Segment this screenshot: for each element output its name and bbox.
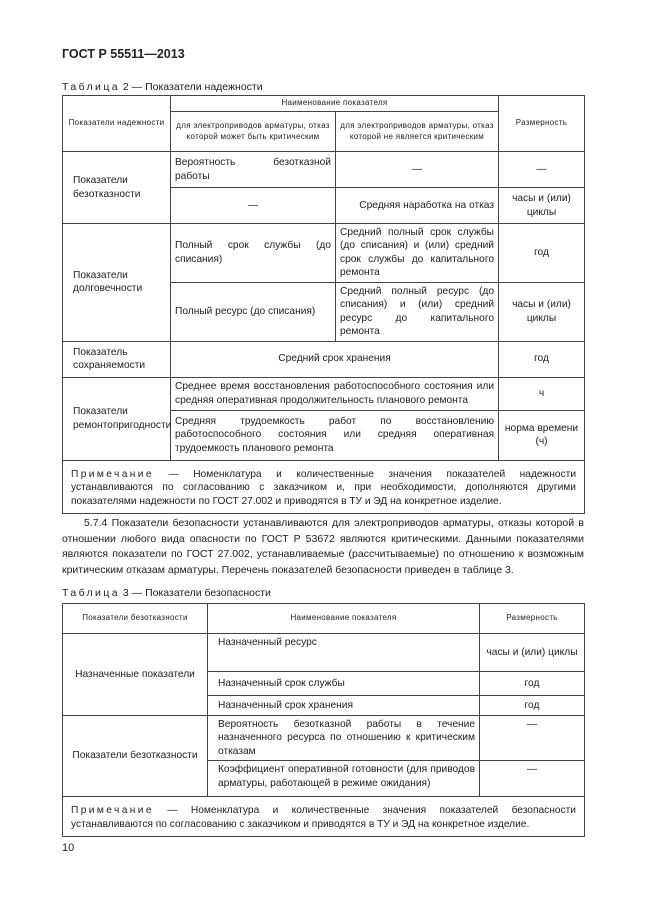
cell-critical: — [171,188,336,224]
cell-unit: — [480,761,585,797]
header-name: Наименование показателя [171,96,499,112]
cell-noncritical: Средний полный ресурс (до списания) и (или) средний ресурс до капитального ремонта [336,282,499,341]
cell-critical: Полный ресурс (до списания) [171,282,336,341]
cell-noncritical: Средняя наработка на отказ [336,188,499,224]
group-reliability: Показатели безотказности [63,152,171,224]
cell-unit: норма времени (ч) [499,410,585,460]
group-reliability: Показатели безотказности [63,716,208,797]
table3-note [63,797,585,837]
table3-caption-title: 3 — Показатели безопасности [119,587,271,599]
header-indicators: Показатели безотказности [63,604,208,634]
header-noncritical: для электроприводов арматуры, отказ которой не является критическим [336,112,499,152]
group-assigned: Назначенные показатели [63,634,208,716]
cell-merged: Среднее время восстановления работоспособного состояния или средняя оперативная продолжительность планового ремонта [171,377,499,410]
note-text: — Номенклатура и количественные значения показателей надежности устанавливаются по согласованию с заказчиком и, при необходимости, дополняются другими показателями надежности по ГОСТ 27.002 и приводятся в ТУ и ЭД на конкретное изделие. [71,468,577,507]
cell-unit: — [480,716,585,761]
cell-unit: часы и (или) циклы [480,634,585,672]
cell-unit: год [480,696,585,716]
group-maintainability: Показатели ремонтопригодности [63,377,171,460]
table2-caption-title: 2 — Показатели надежности [119,81,263,93]
cell-critical: Полный срок службы (до списания) [171,224,336,283]
paragraph-5-7-4: 5.7.4 Показатели безопасности устанавливаются для электроприводов арматуры, отказы которой в отношении любого вида опасности по ГОСТ Р 53672 являются критическими. Данными показателями являются показатели по ГОСТ 27.002, устанавливаемые (рассчитываемые) по отношению к возможным критическим отказам арматуры. Перечень показателей безопасности приведен в таблице 3. [62,517,584,576]
header-unit: Размерность [499,96,585,152]
note-text: — Номенклатура и количественные значения показателей безопасности устанавливаются по согласованию с заказчиком и приводятся в ТУ и ЭД на конкретное изделие. [71,805,576,830]
note-label: Примечание [71,805,154,817]
cell-unit: ч [499,377,585,410]
cell-noncritical: — [336,152,499,188]
reliability-table [62,95,585,514]
cell-name: Назначенный ресурс [208,634,480,672]
group-durability: Показатели долговечности [63,224,171,342]
table2-note [63,460,585,513]
header-indicators: Показатели надежности [63,96,171,152]
cell-noncritical: Средний полный срок службы (до списания) и (или) средний срок службы до капитального ремонта [336,224,499,283]
document-header: ГОСТ Р 55511—2013 [62,47,185,61]
safety-table [62,603,585,837]
cell-name: Назначенный срок хранения [208,696,480,716]
cell-name: Назначенный срок службы [208,672,480,696]
cell-name: Вероятность безотказной работы в течение назначенного ресурса по отношению к критическим отказам [208,716,480,761]
header-name: Наименование показателя [208,604,480,634]
group-storability: Показатель сохраняемости [63,341,171,377]
cell-unit: часы и (или) циклы [499,188,585,224]
page-number: 10 [62,842,75,854]
cell-critical: Вероятность безотказной работы [171,152,336,188]
header-critical: для электроприводов арматуры, отказ которой может быть критическим [171,112,336,152]
note-label: Примечание [71,468,154,480]
table2-caption-label: Таблица [62,81,120,93]
cell-unit: год [499,341,585,377]
header-unit: Размерность [480,604,585,634]
table2-caption [62,81,263,93]
cell-unit: — [499,152,585,188]
cell-name: Коэффициент оперативной готовности (для приводов арматуры, работающей в режиме ожидания) [208,761,480,797]
cell-merged: Средняя трудоемкость работ по восстановлению работоспособного состояния или средняя оперативная трудоемкость планового ремонта [171,410,499,460]
table3-caption-label: Таблица [62,587,120,599]
table3-caption [62,587,271,599]
cell-merged: Средний срок хранения [171,341,499,377]
cell-unit: часы и (или) циклы [499,282,585,341]
cell-unit: год [480,672,585,696]
cell-unit: год [499,224,585,283]
